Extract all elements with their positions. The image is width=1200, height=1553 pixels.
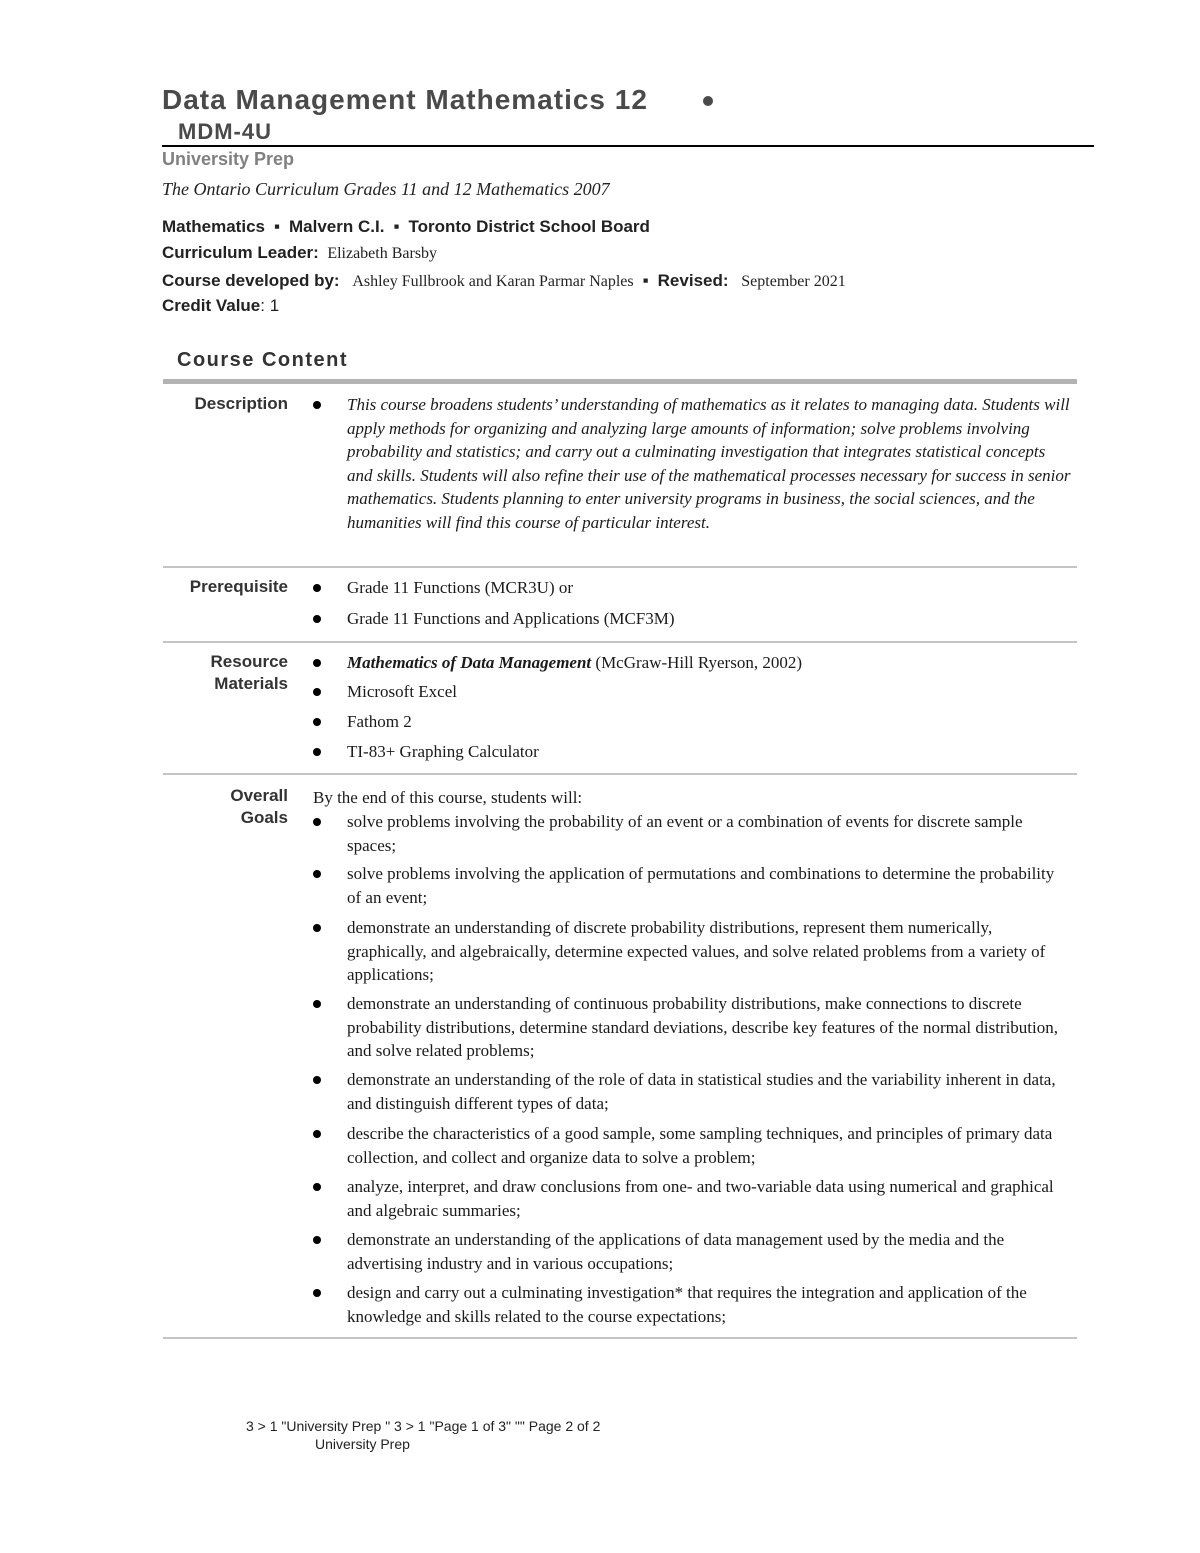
description-label: Description xyxy=(194,394,288,413)
book-title: Mathematics of Data Management xyxy=(347,653,592,672)
goal-item: solve problems involving the application of permutations and combinations to determine the probability of an event; xyxy=(347,864,1055,907)
department-line xyxy=(162,217,650,237)
goal-item: demonstrate an understanding of discrete probability distributions, represent them numerically, graphically, and algebraically, determine expected values, and solve related problems from a variety of applications; xyxy=(347,918,1046,984)
resources-label-line2: Materials xyxy=(214,674,288,693)
leader-name: Elizabeth Barsby xyxy=(327,245,438,262)
leader-label: Curriculum Leader: xyxy=(162,243,319,262)
bullet-icon xyxy=(313,401,321,409)
developed-label: Course developed by: xyxy=(162,271,340,290)
goal-item: demonstrate an understanding of the role of data in statistical studies and the variability inherent in data, and distinguish different types of data; xyxy=(347,1070,1056,1113)
resource-item xyxy=(347,651,1072,675)
resource-item: TI-83+ Graphing Calculator xyxy=(347,742,539,761)
goals-label-line1: Overall xyxy=(230,786,288,805)
goal-item: solve problems involving the probability of an event or a combination of events for discrete sample spaces; xyxy=(347,812,1023,855)
footer-text: 3 > 1 "University Prep " 3 > 1 "Page 1 of 3" "" Page 2 of 2 xyxy=(246,1418,601,1434)
goal-item: analyze, interpret, and draw conclusions from one- and two-variable data using numerical and graphical and algebraic summaries; xyxy=(347,1177,1054,1220)
course-code: MDM-4U xyxy=(178,119,272,144)
prerequisite-item: Grade 11 Functions (MCR3U) or xyxy=(347,578,574,597)
section-title: Course Content xyxy=(177,349,348,371)
bullet-icon xyxy=(313,818,321,826)
bullet-icon xyxy=(313,718,321,726)
resources-label-line1: Resource xyxy=(210,652,288,671)
bullet-icon xyxy=(313,615,321,623)
school: Malvern C.I. xyxy=(289,217,385,236)
bullet-icon xyxy=(313,1130,321,1138)
separator-icon: ▪ xyxy=(273,217,281,236)
bullet-icon xyxy=(313,1000,321,1008)
row-divider xyxy=(163,641,1077,643)
goals-label-line2: Goals xyxy=(240,808,288,827)
book-publisher: (McGraw-Hill Ryerson, 2002) xyxy=(591,653,802,672)
bullet-icon xyxy=(313,584,321,592)
document-title: Data Management Mathematics 12 xyxy=(162,84,648,115)
bullet-icon xyxy=(313,1289,321,1297)
row-divider xyxy=(163,773,1077,775)
bullet-icon xyxy=(313,1236,321,1244)
curriculum-leader-line xyxy=(162,243,437,263)
prerequisite-item: Grade 11 Functions and Applications (MCF3M) xyxy=(347,609,675,628)
title-divider xyxy=(162,145,1094,147)
developers: Ashley Fullbrook and Karan Parmar Naples xyxy=(352,273,634,290)
goals-label xyxy=(230,785,288,829)
credit-value: : 1 xyxy=(260,296,280,315)
bullet-icon xyxy=(313,1183,321,1191)
goals-intro: By the end of this course, students will: xyxy=(313,788,583,807)
separator-icon: ▪ xyxy=(393,217,400,236)
bullet-icon xyxy=(313,1076,321,1084)
department: Mathematics xyxy=(162,217,265,236)
course-level: University Prep xyxy=(162,149,295,169)
separator-icon: ▪ xyxy=(642,271,649,290)
prerequisite-label: Prerequisite xyxy=(189,577,288,596)
credit-label: Credit Value xyxy=(162,296,261,315)
revised-date: September 2021 xyxy=(741,273,846,290)
resource-item: Microsoft Excel xyxy=(347,682,457,701)
school-board: Toronto District School Board xyxy=(408,217,650,236)
revised-label: Revised: xyxy=(657,271,729,290)
bullet-icon xyxy=(313,688,321,696)
bullet-icon xyxy=(313,924,321,932)
goal-item: demonstrate an understanding of the applications of data management used by the media and the advertising industry and in various occupations; xyxy=(347,1230,1005,1273)
description-text: This course broadens students’ understanding of mathematics as it relates to managing data. Students will apply methods for organizing and analyzing large amounts of information; solve problems involving probability and statistics; and carry out a culminating investigation that integrates statistical concepts and skills. Students will also refine their use of the mathematical processes necessary for success in senior mathematics. Students planning to enter university programs in business, the social sciences, and the humanities will find this course of particular interest. xyxy=(347,395,1071,532)
bullet-icon xyxy=(703,96,713,106)
developed-by-line xyxy=(162,271,846,291)
goal-item: design and carry out a culminating investigation* that requires the integration and application of the knowledge and skills related to the course expectations; xyxy=(347,1283,1027,1326)
row-divider xyxy=(163,1337,1077,1339)
goal-item: describe the characteristics of a good sample, some sampling techniques, and principles of primary data collection, and collect and organize data to solve a problem; xyxy=(347,1124,1053,1167)
bullet-icon xyxy=(313,870,321,878)
footer-level: University Prep xyxy=(315,1436,410,1452)
resource-item: Fathom 2 xyxy=(347,712,412,731)
credit-value-line xyxy=(162,296,279,316)
row-divider xyxy=(163,566,1077,568)
section-divider xyxy=(163,379,1077,384)
resources-label xyxy=(211,651,288,695)
goal-item: demonstrate an understanding of continuous probability distributions, make connections to discrete probability distributions, determine standard deviations, describe key features of the normal distribution, and solve related problems; xyxy=(347,994,1058,1060)
bullet-icon xyxy=(313,748,321,756)
curriculum-reference: The Ontario Curriculum Grades 11 and 12 Mathematics 2007 xyxy=(162,179,610,199)
bullet-icon xyxy=(313,659,321,667)
